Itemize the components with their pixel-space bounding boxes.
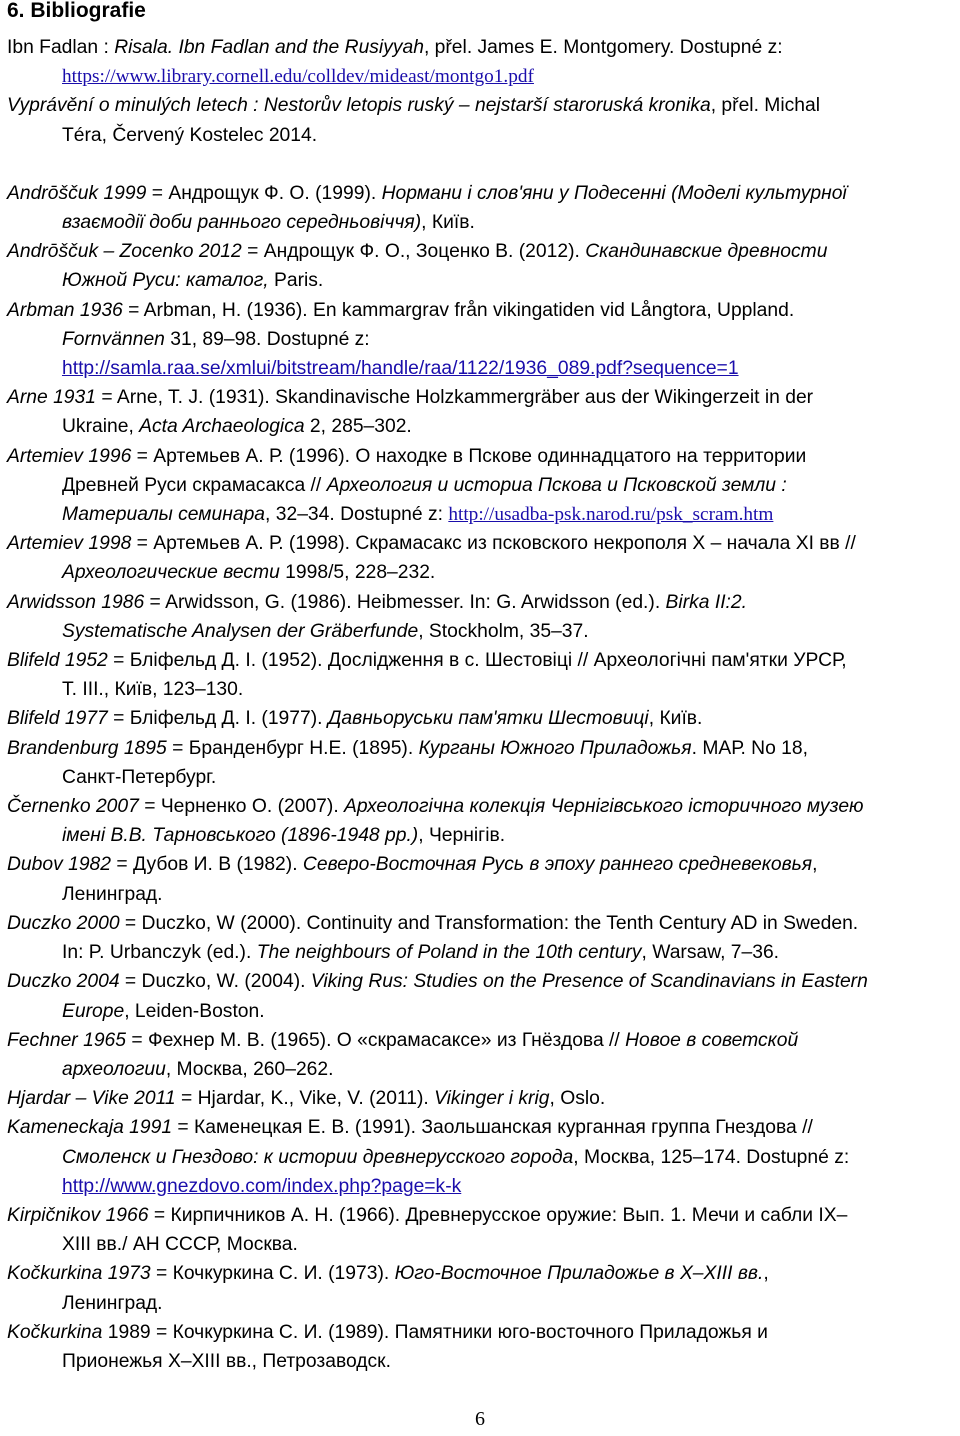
entry-text: Ленинград. xyxy=(62,883,163,905)
entry-text: Dubov 1982 xyxy=(7,854,111,876)
entry-text: Скандинавские древности xyxy=(585,241,828,263)
entry-link[interactable]: http://www.gnezdovo.com/index.php?page=k-k xyxy=(62,1175,462,1197)
entry-text: Юго-Восточное Приладожье в X–XIII вв. xyxy=(394,1263,764,1285)
entry-text: Древней Руси скрамасакса // xyxy=(62,474,327,496)
entry-text: , 32–34. Dostupné z: xyxy=(265,504,449,526)
entry-text: 31, 89–98. Dostupné z: xyxy=(164,328,370,350)
bibliography-entry xyxy=(7,704,957,733)
entry-text: In: P. Urbanczyk (ed.). xyxy=(62,942,257,964)
entry-text: = Кирпичников А. Н. (1966). Древнерусское оружие: Вып. 1. Мечи и сабли IX– xyxy=(148,1204,848,1226)
entry-text: Т. ІІІ., Київ, 123–130. xyxy=(62,679,244,701)
entry-text: Risala. Ibn Fadlan and the Rusiyyah xyxy=(114,37,424,58)
bibliography-entry xyxy=(7,1026,957,1084)
bibliography-entry xyxy=(7,1259,957,1317)
bibliography-entry xyxy=(7,237,957,295)
entry-text: Давньоруськи пам'ятки Шестовиці xyxy=(327,708,649,730)
entry-text: , Київ. xyxy=(421,212,475,234)
entry-text: Прионежья X–XIII вв., Петрозаводск. xyxy=(62,1350,391,1372)
entry-text: Arbman 1936 xyxy=(7,299,123,321)
entry-text: Kočkurkina 1973 xyxy=(7,1263,151,1285)
bibliography-entry xyxy=(7,442,957,530)
bibliography-entry xyxy=(7,1084,957,1113)
section-heading: 6. Bibliografie xyxy=(7,0,146,22)
entry-text: , xyxy=(763,1263,769,1285)
entry-text: Vyprávění o minulých letech : Nestorův letopis ruský – nejstarší staroruská kronika xyxy=(7,95,711,117)
entry-text: Artemiev 1998 xyxy=(7,533,132,555)
entry-text: Systematische Analysen der Gräberfunde xyxy=(62,620,419,642)
entry-text: Санкт-Петербург. xyxy=(62,766,217,788)
entry-link[interactable]: http://samla.raa.se/xmlui/bitstream/handle/raa/1122/1936_089.pdf?sequence=1 xyxy=(62,358,739,380)
entry-text: = Артемьев А. Р. (1996). О находке в Пскове одиннадцатого на территории xyxy=(131,445,807,467)
entry-text: , Москва, 260–262. xyxy=(165,1058,334,1080)
entry-text: Археология и историа Пскова и Псковской земли : xyxy=(326,474,787,496)
entry-text: Fechner 1965 xyxy=(7,1029,126,1051)
entry-text: Материалы семинара xyxy=(62,504,266,526)
entry-text: , xyxy=(812,854,818,876)
bibliography-entry xyxy=(7,646,957,704)
bibliography-entry xyxy=(7,91,957,149)
bibliography-entry xyxy=(7,33,957,91)
entry-text: = Дубов И. В (1982). xyxy=(111,854,303,876)
entry-text: = Arbman, H. (1936). En kammargrav från vikingatiden vid Långtora, Uppland. xyxy=(122,299,795,321)
entry-text: , Чернігів. xyxy=(418,825,506,847)
entry-text: = Бліфельд Д. І. (1952). Дослідження в с. Шестовіці // Археологічні пам'ятки УРСР, xyxy=(107,650,847,672)
entry-text: , Київ. xyxy=(648,708,703,730)
entry-link[interactable]: http://usadba-psk.narod.ru/psk_scram.htm xyxy=(448,504,774,526)
entry-text: Duczko 2000 xyxy=(7,912,120,934)
entry-text: = Бліфельд Д. І. (1977). xyxy=(107,708,328,730)
entry-text: , Oslo. xyxy=(549,1088,606,1110)
entry-text: Нормани і слов'яни у Подесенні (Моделі культурної xyxy=(381,182,847,204)
entry-text: Vikinger i krig xyxy=(434,1088,550,1110)
entry-text: Duczko 2004 xyxy=(7,971,120,993)
entry-text: Brandenburg 1895 xyxy=(7,737,167,759)
bibliography-list xyxy=(7,33,957,1376)
entry-text: = Duczko, W. (2004). xyxy=(119,971,311,993)
entry-text: XIII вв./ АН СССР, Москва. xyxy=(62,1234,298,1256)
entry-text: Курганы Южного Приладожья xyxy=(418,737,692,759)
entry-text: Ibn Fadlan : xyxy=(7,37,115,58)
entry-text: = Андрощук Ф. О. (1999). xyxy=(146,182,382,204)
bibliography-entry xyxy=(7,850,957,908)
entry-text: Paris. xyxy=(268,270,324,292)
entry-text: Téra, Červený Kostelec 2014. xyxy=(62,124,318,146)
entry-text: 2, 285–302. xyxy=(304,416,412,438)
entry-text: Kameneckaja 1991 xyxy=(7,1117,173,1139)
entry-text: Blifeld 1977 xyxy=(7,708,108,730)
entry-text: Acta Archaeologica xyxy=(139,416,305,438)
entry-text: The neighbours of Poland in the 10th century xyxy=(256,942,642,964)
entry-text: імені В.В. Тарновського (1896-1948 рр.) xyxy=(62,825,419,847)
entry-text: = Каменецкая Е. В. (1991). Заольшанская курганная группа Гнездова // xyxy=(172,1117,813,1139)
entry-text: = Arne, T. J. (1931). Skandinavische Holzkammergräber aus der Wikingerzeit in der xyxy=(95,387,814,409)
entry-text: = Андрощук Ф. О., Зоценко В. (2012). xyxy=(241,241,586,263)
entry-text: Arne 1931 xyxy=(7,387,96,409)
entry-text: = Hjardar, K., Vike, V. (2011). xyxy=(175,1088,435,1110)
entry-text: = Фехнер М. В. (1965). О «скрамасаксе» из Гнёздова // xyxy=(125,1029,626,1051)
entry-text: Смоленск и Гнездово: к истории древнерусского города xyxy=(62,1146,574,1168)
entry-link[interactable]: https://www.library.cornell.edu/colldev/mideast/montgo1.pdf xyxy=(62,66,534,88)
entry-text: археологии xyxy=(62,1058,166,1080)
bibliography-entry xyxy=(7,792,957,850)
entry-text: , Москва, 125–174. Dostupné z: xyxy=(573,1146,850,1168)
entry-text: Северо-Восточная Русь в эпоху раннего средневековья xyxy=(302,854,813,876)
entry-text: Blifeld 1952 xyxy=(7,650,108,672)
entry-text: = Кочкуркина С. И. (1973). xyxy=(150,1263,395,1285)
bibliography-entry xyxy=(7,588,957,646)
entry-text: 1989 = Кочкуркина С. И. (1989). Памятники юго-восточного Приладожья и xyxy=(102,1321,768,1343)
entry-text: , Warsaw, 7–36. xyxy=(641,942,780,964)
entry-text: Andrōščuk 1999 xyxy=(7,182,147,204)
entry-text: Europe xyxy=(62,1000,125,1022)
bibliography-entry xyxy=(7,1113,957,1201)
entry-text: Ленинград. xyxy=(62,1292,163,1314)
entry-text: Kočkurkina xyxy=(7,1321,103,1343)
entry-text: Birka II:2. xyxy=(665,591,747,613)
entry-text: Южной Руси: каталог, xyxy=(62,270,269,292)
entry-text: Arwidsson 1986 xyxy=(7,591,145,613)
page-number: 6 xyxy=(475,1408,485,1430)
bibliography-entry xyxy=(7,383,957,441)
entry-text: , Stockholm, 35–37. xyxy=(418,620,589,642)
entry-text: , přel. Michal xyxy=(710,95,821,117)
entry-text: = Duczko, W (2000). Continuity and Transformation: the Tenth Century AD in Sweden. xyxy=(119,912,859,934)
bibliography-entry xyxy=(7,909,957,967)
entry-text: Viking Rus: Studies on the Presence of Scandinavians in Eastern xyxy=(310,971,868,993)
entry-text: = Черненко О. (2007). xyxy=(138,796,345,818)
entry-text: Fornvännen xyxy=(62,328,165,350)
bibliography-entry xyxy=(7,1201,957,1259)
bibliography-entry xyxy=(7,529,957,587)
entry-text: , Leiden-Boston. xyxy=(124,1000,265,1022)
entry-text: , přel. James E. Montgomery. Dostupné z: xyxy=(423,37,783,58)
entry-text: Andrōščuk – Zocenko 2012 xyxy=(7,241,242,263)
entry-text: Černenko 2007 xyxy=(7,796,139,818)
entry-text: Artemiev 1996 xyxy=(7,445,132,467)
entry-text: Археологические вести xyxy=(62,562,280,584)
bibliography-entry xyxy=(7,296,957,384)
entry-text: = Arwidsson, G. (1986). Heibmesser. In: G. Arwidsson (ed.). xyxy=(144,591,666,613)
bibliography-entry xyxy=(7,1318,957,1376)
entry-text: . МАР. No 18, xyxy=(691,737,808,759)
entry-text: Ukraine, xyxy=(62,416,140,438)
bibliography-entry xyxy=(7,734,957,792)
entry-text: 1998/5, 228–232. xyxy=(279,562,436,584)
entry-text: взаємодії доби раннього середньовіччя) xyxy=(62,212,422,234)
entry-text: Археологічна колекція Чернігівського історичного музею xyxy=(344,796,864,818)
bibliography-entry xyxy=(7,967,957,1025)
entry-text: = Артемьев А. Р. (1998). Скрамасакс из псковского некрополя X – начала XI вв // xyxy=(131,533,856,555)
entry-text: Новое в советской xyxy=(625,1029,799,1051)
bibliography-entry xyxy=(7,179,957,237)
entry-text: = Бранденбург Н.Е. (1895). xyxy=(166,737,419,759)
entry-text: Kirpičnikov 1966 xyxy=(7,1204,149,1226)
entry-text: Hjardar – Vike 2011 xyxy=(7,1088,176,1110)
